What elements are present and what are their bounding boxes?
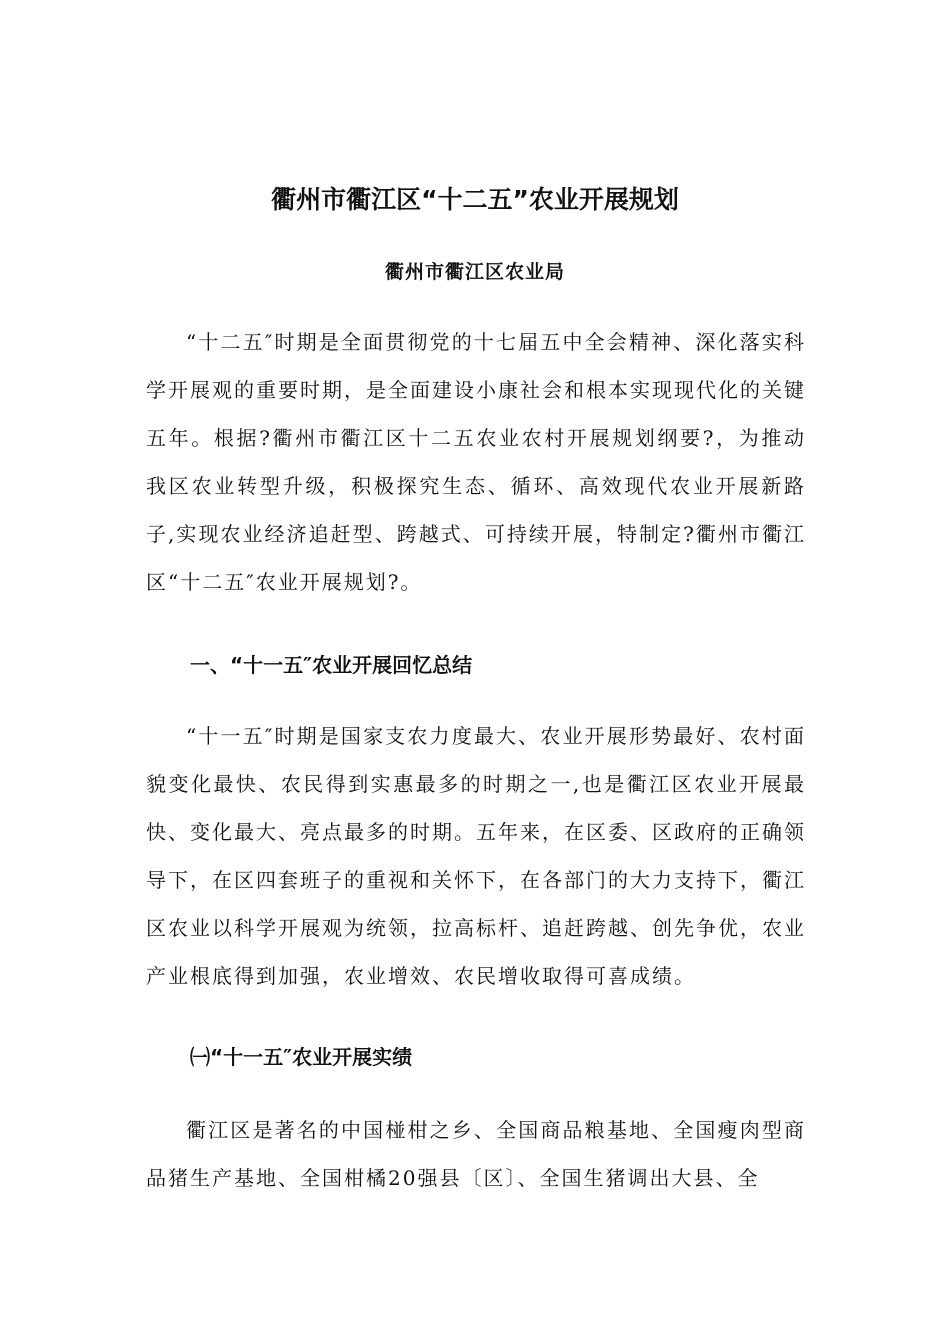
paragraph-intro: “十二五″时期是全面贯彻党的十七届五中全会精神、深化落实科学开展观的重要时期，是全面建设小康社会和根本实现现代化的关键五年。根据?衢州市衢江区十二五农业农村开展规划纲要?，为推动我区农业转型升级，积极探究生态、循环、高效现代农业开展新路子,实现农业经济追赶型、跨越式、可持续开展，特制定?衢州市衢江区“十二五″农业开展规划?。 xyxy=(146,330,806,594)
section-heading-review: 一、“十一五″农业开展回忆总结 xyxy=(190,653,473,677)
paragraph-review: “十一五″时期是国家支农力度最大、农业开展形势最好、农村面貌变化最快、农民得到实惠最多的时期之一,也是衢江区农业开展最快、变化最大、亮点最多的时期。五年来，在区委、区政府的正确领导下，在区四套班子的重视和关怀下，在各部门的大力支持下，衢江区农业以科学开展观为统领，拉高标杆、追赶跨越、创先争优，农业产业根底得到加强，农业增效、农民增收取得可喜成绩。 xyxy=(146,724,806,988)
subsection-heading-achievements: ㈠“十一五″农业开展实绩 xyxy=(190,1045,413,1069)
paragraph-achievements: 衢江区是著名的中国椪柑之乡、全国商品粮基地、全国瘦肉型商品猪生产基地、全国柑橘20强县〔区〕、全国生猪调出大县、全 xyxy=(146,1118,806,1190)
document-title: 衢州市衢江区“十二五”农业开展规划 xyxy=(271,185,679,214)
document-author: 衢州市衢江区农业局 xyxy=(384,261,565,283)
